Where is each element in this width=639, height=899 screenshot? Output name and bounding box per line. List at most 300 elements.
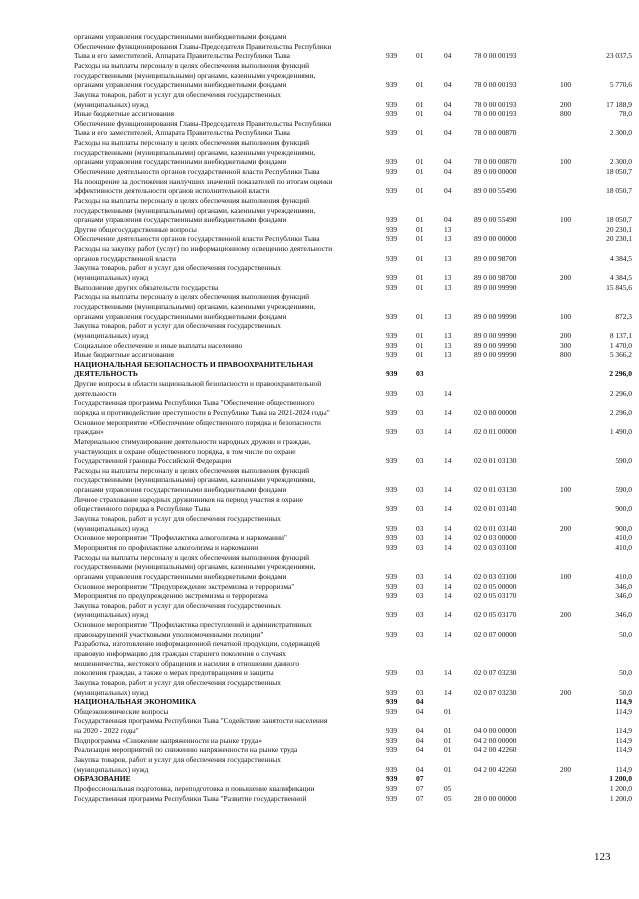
row-sum: 5 366,2 xyxy=(609,350,632,360)
row-razdel: 03 xyxy=(416,591,424,601)
row-name: Государственная программа Республики Тыва "Содействие занятости населения xyxy=(74,717,328,726)
row-grbs: 939 xyxy=(386,273,398,282)
row-grbs: 939 xyxy=(386,485,398,495)
row-vr: 100 xyxy=(560,215,572,225)
row-podrazdel: 13 xyxy=(444,311,452,321)
row-sum: 4 384,5 xyxy=(609,253,632,263)
row-name: Социальное обеспечение и иные выплаты населению xyxy=(74,341,243,350)
row-name: Выполнение других обязательств государства xyxy=(74,283,219,292)
row-grbs: 939 xyxy=(386,369,398,379)
row-podrazdel: 13 xyxy=(444,234,452,244)
row-razdel: 04 xyxy=(416,697,424,707)
row-cs: 02 0 01 03140 xyxy=(474,504,517,514)
row-vr: 200 xyxy=(560,330,572,340)
row-cs: 02 0 07 03230 xyxy=(474,687,517,697)
row-vr: 200 xyxy=(560,610,572,620)
row-grbs: 939 xyxy=(386,330,398,340)
row-razdel: 01 xyxy=(416,224,424,234)
row-razdel: 01 xyxy=(416,340,424,350)
row-sum: 2 296,0 xyxy=(609,408,632,417)
row-name: Основное мероприятие "Профилактика алкоголизма и наркомании" xyxy=(74,534,287,543)
row-razdel: 03 xyxy=(416,369,424,379)
row-vr: 800 xyxy=(560,350,572,360)
row-razdel: 07 xyxy=(416,783,424,793)
row-name: ОБРАЗОВАНИЕ xyxy=(74,775,131,784)
row-sum: 2 300,0 xyxy=(609,128,632,138)
row-name: На поощрение за достижения наилучших значений показателей по итогам оценки xyxy=(74,177,333,186)
row-grbs: 939 xyxy=(386,697,398,707)
row-razdel: 03 xyxy=(416,668,424,678)
row-razdel: 04 xyxy=(416,706,424,716)
row-grbs: 939 xyxy=(386,706,398,716)
row-grbs: 939 xyxy=(386,523,398,533)
row-cs: 78 0 00 00193 xyxy=(474,51,517,61)
row-podrazdel: 13 xyxy=(444,340,452,350)
row-podrazdel: 13 xyxy=(444,282,452,292)
row-name: мошенничества, жестокого обращения и насилии в отношении данного xyxy=(74,659,300,668)
row-vr: 200 xyxy=(560,273,572,282)
row-podrazdel: 14 xyxy=(444,542,452,552)
row-sum: 590,0 xyxy=(615,485,632,495)
page-number: 123 xyxy=(594,851,611,863)
row-razdel: 01 xyxy=(416,167,424,176)
row-razdel: 04 xyxy=(416,764,424,774)
row-name: Закупка товаров, работ и услуг для обеспечения государственных xyxy=(74,756,281,764)
row-sum: 1 200,0 xyxy=(609,793,632,803)
row-name: государственными (муниципальными) органами, казенными учреждениями, xyxy=(74,476,316,485)
row-vr: 200 xyxy=(560,687,572,697)
row-grbs: 939 xyxy=(386,388,398,398)
row-name: Другие вопросы в области национальной безопасности и правоохранительной xyxy=(74,380,322,388)
row-name: Закупка товаров, работ и услуг для обеспечения государственных xyxy=(74,515,281,523)
row-name: Обеспечение функционирования Главы-Председателя Правительства Республики xyxy=(74,42,332,51)
row-sum: 900,0 xyxy=(615,523,632,533)
row-sum: 114,9 xyxy=(615,745,632,755)
row-podrazdel: 04 xyxy=(444,157,452,167)
row-name: Закупка товаров, работ и услуг для обеспечения государственных xyxy=(74,90,281,99)
row-cs: 78 0 00 00870 xyxy=(474,128,517,138)
row-grbs: 939 xyxy=(386,610,398,620)
row-cs: 89 0 00 99990 xyxy=(474,311,517,321)
row-podrazdel: 14 xyxy=(444,504,452,514)
row-razdel: 03 xyxy=(416,533,424,543)
row-cs: 02 0 07 03230 xyxy=(474,668,517,678)
row-podrazdel: 14 xyxy=(444,427,452,437)
row-name: правонарушений участковыми уполномоченными полиции" xyxy=(74,630,264,639)
row-grbs: 939 xyxy=(386,774,398,784)
row-sum: 78,0 xyxy=(619,109,632,119)
row-podrazdel: 14 xyxy=(444,581,452,591)
row-grbs: 939 xyxy=(386,504,398,514)
row-razdel: 03 xyxy=(416,542,424,552)
row-sum: 1 200,0 xyxy=(609,783,632,793)
row-sum: 114,9 xyxy=(615,764,632,774)
row-razdel: 01 xyxy=(416,80,424,90)
row-cs: 89 0 00 00000 xyxy=(474,234,517,244)
row-name: правовую информацию для граждан старшего поколения о случаях xyxy=(74,650,287,658)
row-razdel: 01 xyxy=(416,253,424,263)
row-grbs: 939 xyxy=(386,311,398,321)
row-grbs: 939 xyxy=(386,215,398,225)
row-cs: 28 0 00 00000 xyxy=(474,793,517,803)
row-name: граждан» xyxy=(74,428,104,437)
row-podrazdel: 14 xyxy=(444,388,452,398)
row-sum: 15 845,6 xyxy=(606,282,632,292)
row-razdel: 04 xyxy=(416,726,424,736)
row-razdel: 01 xyxy=(416,109,424,119)
row-grbs: 939 xyxy=(386,533,398,543)
row-sum: 4 384,5 xyxy=(609,273,632,282)
row-sum: 346,0 xyxy=(615,610,632,620)
row-name: Профессиональная подготовка, переподготовка и повышение квалификации xyxy=(74,784,315,793)
row-podrazdel: 13 xyxy=(444,273,452,282)
row-cs: 02 0 01 03130 xyxy=(474,456,517,466)
row-podrazdel: 14 xyxy=(444,456,452,466)
row-razdel: 01 xyxy=(416,157,424,167)
row-grbs: 939 xyxy=(386,542,398,552)
row-grbs: 939 xyxy=(386,234,398,244)
row-sum: 114,9 xyxy=(615,726,632,736)
row-razdel: 01 xyxy=(416,330,424,340)
row-name: (муниципальных) нужд xyxy=(74,274,149,282)
row-grbs: 939 xyxy=(386,668,398,678)
row-cs: 78 0 00 00193 xyxy=(474,109,517,119)
row-sum: 50,0 xyxy=(619,668,632,678)
row-podrazdel: 04 xyxy=(444,80,452,90)
row-vr: 200 xyxy=(560,764,572,774)
row-name: Другие общегосударственные вопросы xyxy=(74,225,197,234)
row-podrazdel: 01 xyxy=(444,764,452,774)
row-razdel: 01 xyxy=(416,273,424,282)
row-sum: 114,9 xyxy=(615,735,632,745)
row-podrazdel: 05 xyxy=(444,783,452,793)
row-razdel: 03 xyxy=(416,427,424,437)
row-name: (муниципальных) нужд xyxy=(74,765,149,774)
row-podrazdel: 01 xyxy=(444,726,452,736)
row-name: Иные бюджетные ассигнования xyxy=(74,351,175,360)
row-grbs: 939 xyxy=(386,186,398,196)
row-sum: 23 037,5 xyxy=(606,51,632,61)
row-razdel: 03 xyxy=(416,523,424,533)
row-name: Реализация мероприятий по снижению напряженности на рынке труда xyxy=(74,746,298,755)
row-vr: 200 xyxy=(560,523,572,533)
row-razdel: 03 xyxy=(416,610,424,620)
row-sum: 1 470,0 xyxy=(609,340,632,350)
row-name: Государственной границы Российской Федерации xyxy=(74,457,232,466)
row-cs: 89 0 00 99990 xyxy=(474,340,517,350)
row-razdel: 03 xyxy=(416,581,424,591)
row-name: Государственная программа Республики Тыва "Развитие государственной xyxy=(74,794,307,803)
row-name: Расходы на выплаты персоналу в целях обеспечения выполнения функций xyxy=(74,293,310,302)
row-razdel: 03 xyxy=(416,456,424,466)
row-podrazdel: 14 xyxy=(444,408,452,417)
row-name: органами управления государственными внебюджетными фондами xyxy=(74,572,287,581)
row-cs: 78 0 00 00870 xyxy=(474,157,517,167)
row-grbs: 939 xyxy=(386,745,398,755)
row-podrazdel: 04 xyxy=(444,186,452,196)
row-razdel: 03 xyxy=(416,687,424,697)
row-sum: 872,3 xyxy=(615,311,632,321)
row-name: Расходы на выплаты персоналу в целях обеспечения выполнения функций xyxy=(74,139,310,147)
row-grbs: 939 xyxy=(386,629,398,639)
row-grbs: 939 xyxy=(386,764,398,774)
row-name: органами управления государственными внебюджетными фондами xyxy=(74,216,287,225)
row-name: (муниципальных) нужд xyxy=(74,100,149,109)
row-grbs: 939 xyxy=(386,783,398,793)
row-name: НАЦИОНАЛЬНАЯ БЕЗОПАСНОСТЬ И ПРАВООХРАНИТЕЛЬНАЯ xyxy=(74,360,314,369)
row-name: общественного порядка в Республике Тыва xyxy=(74,505,211,514)
row-name: Общеэкономические вопросы xyxy=(74,707,169,716)
row-name: Государственная программа Республики Тыва "Обеспечение общественного xyxy=(74,399,315,408)
row-name: эффективности деятельности органов исполнительной власти xyxy=(74,187,270,196)
row-cs: 02 0 05 00000 xyxy=(474,581,517,591)
row-grbs: 939 xyxy=(386,408,398,417)
row-grbs: 939 xyxy=(386,167,398,176)
row-name: Разработка, изготовление информационной печатной продукции, содержащей xyxy=(74,640,320,649)
row-name: ДЕЯТЕЛЬНОСТЬ xyxy=(74,370,138,379)
row-name: деятельности xyxy=(74,389,117,398)
row-podrazdel: 14 xyxy=(444,571,452,581)
row-cs: 02 0 01 00000 xyxy=(474,427,517,437)
row-name: (муниципальных) нужд xyxy=(74,688,149,697)
row-name: Мероприятия по предупреждению экстремизма и терроризма xyxy=(74,592,268,601)
row-razdel: 01 xyxy=(416,215,424,225)
row-cs: 02 0 01 03140 xyxy=(474,523,517,533)
row-podrazdel: 04 xyxy=(444,215,452,225)
row-vr: 100 xyxy=(560,485,572,495)
row-name: органами управления государственными внебюджетными фондами xyxy=(74,486,287,495)
row-grbs: 939 xyxy=(386,427,398,437)
row-sum: 50,0 xyxy=(619,687,632,697)
row-sum: 17 188,9 xyxy=(606,99,632,109)
row-razdel: 04 xyxy=(416,735,424,745)
row-cs: 89 0 00 00000 xyxy=(474,167,517,176)
row-sum: 114,9 xyxy=(615,706,632,716)
row-cs: 89 0 00 99990 xyxy=(474,350,517,360)
row-podrazdel: 14 xyxy=(444,629,452,639)
row-razdel: 07 xyxy=(416,793,424,803)
row-sum: 2 300,0 xyxy=(609,157,632,167)
row-name: Закупка товаров, работ и услуг для обеспечения государственных xyxy=(74,678,281,687)
row-podrazdel: 01 xyxy=(444,735,452,745)
row-name: Расходы на выплаты персоналу в целях обеспечения выполнения функций xyxy=(74,61,310,70)
row-razdel: 03 xyxy=(416,408,424,417)
row-grbs: 939 xyxy=(386,51,398,61)
row-sum: 8 137,1 xyxy=(609,330,632,340)
row-sum: 20 230,1 xyxy=(606,234,632,244)
row-podrazdel: 04 xyxy=(444,109,452,119)
row-sum: 900,0 xyxy=(615,504,632,514)
row-podrazdel: 14 xyxy=(444,591,452,601)
row-name: Обеспечение функционирования Главы-Председателя Правительства Республики xyxy=(74,119,332,128)
row-sum: 114,9 xyxy=(615,697,632,707)
row-vr: 200 xyxy=(560,99,572,109)
row-name: органами управления государственными внебюджетными фондами xyxy=(74,158,287,167)
row-name: государственными (муниципальными) органами, казенными учреждениями, xyxy=(74,563,316,572)
row-vr: 100 xyxy=(560,311,572,321)
row-grbs: 939 xyxy=(386,253,398,263)
row-name: Основное мероприятие "Профилактика преступлений и административных xyxy=(74,621,312,629)
row-cs: 89 0 00 99990 xyxy=(474,330,517,340)
row-name: на 2020 - 2022 годы" xyxy=(74,727,139,736)
row-grbs: 939 xyxy=(386,591,398,601)
row-name: органами управления государственными внебюджетными фондами xyxy=(74,33,287,41)
row-sum: 410,0 xyxy=(615,533,632,543)
row-name: государственными (муниципальными) органами, казенными учреждениями, xyxy=(74,302,316,311)
row-sum: 346,0 xyxy=(615,581,632,591)
row-grbs: 939 xyxy=(386,99,398,109)
row-sum: 410,0 xyxy=(615,571,632,581)
row-razdel: 07 xyxy=(416,774,424,784)
row-grbs: 939 xyxy=(386,687,398,697)
row-cs: 89 0 00 99990 xyxy=(474,282,517,292)
row-name: НАЦИОНАЛЬНАЯ ЭКОНОМИКА xyxy=(74,698,197,707)
row-grbs: 939 xyxy=(386,350,398,360)
row-cs: 02 0 03 03100 xyxy=(474,542,517,552)
row-name: Подпрограмма «Снижение напряженности на рынке труда» xyxy=(74,736,262,745)
row-grbs: 939 xyxy=(386,726,398,736)
row-cs: 04 2 00 42260 xyxy=(474,764,517,774)
row-razdel: 03 xyxy=(416,504,424,514)
row-cs: 02 0 05 03170 xyxy=(474,591,517,601)
row-razdel: 03 xyxy=(416,571,424,581)
row-podrazdel: 05 xyxy=(444,793,452,803)
row-cs: 89 0 00 98700 xyxy=(474,253,517,263)
row-podrazdel: 13 xyxy=(444,224,452,234)
row-cs: 02 0 01 03130 xyxy=(474,485,517,495)
row-vr: 100 xyxy=(560,571,572,581)
row-name: Мероприятия по профилактике алкоголизма и наркомании xyxy=(74,543,259,552)
row-name: Закупка товаров, работ и услуг для обеспечения государственных xyxy=(74,322,281,331)
row-grbs: 939 xyxy=(386,340,398,350)
row-podrazdel: 14 xyxy=(444,533,452,543)
row-grbs: 939 xyxy=(386,128,398,138)
row-podrazdel: 01 xyxy=(444,706,452,716)
row-razdel: 01 xyxy=(416,234,424,244)
row-name: порядка и противодействие преступности в Республике Тыва на 2021-2024 годы" xyxy=(74,409,330,417)
row-name: поколения граждан, а также о мерах предотвращения и защиты xyxy=(74,669,274,678)
row-cs: 02 0 00 00000 xyxy=(474,408,517,417)
row-sum: 346,0 xyxy=(615,591,632,601)
row-name: Основное мероприятие "Предупреждение экстремизма и терроризма" xyxy=(74,582,295,591)
row-name: органами управления государственными внебюджетными фондами xyxy=(74,81,287,90)
row-name: Основное мероприятие «Обеспечение общественного порядка и безопасности xyxy=(74,418,321,427)
row-sum: 50,0 xyxy=(619,629,632,639)
row-name: (муниципальных) нужд xyxy=(74,611,149,620)
row-cs: 02 0 07 00000 xyxy=(474,629,517,639)
row-podrazdel: 14 xyxy=(444,610,452,620)
row-podrazdel: 04 xyxy=(444,51,452,61)
row-razdel: 01 xyxy=(416,51,424,61)
row-vr: 100 xyxy=(560,80,572,90)
row-name: Расходы на выплаты персоналу в целях обеспечения выполнения функций xyxy=(74,466,310,475)
row-sum: 18 050,7 xyxy=(606,167,632,176)
row-vr: 800 xyxy=(560,109,572,119)
row-sum: 1 200,0 xyxy=(609,774,632,784)
row-razdel: 01 xyxy=(416,311,424,321)
row-razdel: 04 xyxy=(416,745,424,755)
row-sum: 2 296,0 xyxy=(609,388,632,398)
row-cs: 04 0 00 00000 xyxy=(474,726,517,736)
row-podrazdel: 13 xyxy=(444,330,452,340)
row-grbs: 939 xyxy=(386,224,398,234)
row-sum: 5 770,6 xyxy=(609,80,632,90)
row-razdel: 01 xyxy=(416,128,424,138)
row-grbs: 939 xyxy=(386,735,398,745)
row-razdel: 03 xyxy=(416,388,424,398)
row-razdel: 03 xyxy=(416,629,424,639)
row-podrazdel: 14 xyxy=(444,668,452,678)
row-name: государственными (муниципальными) органами, казенными учреждениями, xyxy=(74,148,316,157)
row-cs: 78 0 00 00193 xyxy=(474,80,517,90)
row-grbs: 939 xyxy=(386,109,398,119)
row-podrazdel: 04 xyxy=(444,167,452,176)
row-razdel: 01 xyxy=(416,282,424,292)
row-name: Расходы на закупку работ (услуг) по информационному освещению деятельности xyxy=(74,245,333,254)
row-name: участвующих в охране общественного порядка, в том числе по охране xyxy=(74,447,296,456)
row-razdel: 01 xyxy=(416,186,424,196)
row-podrazdel: 01 xyxy=(444,745,452,755)
row-podrazdel: 14 xyxy=(444,485,452,495)
row-cs: 02 0 05 03170 xyxy=(474,610,517,620)
row-name: Обеспечение деятельности органов государственной власти Республики Тыва xyxy=(74,168,320,176)
row-name: Расходы на выплаты персоналу в целях обеспечения выполнения функций xyxy=(74,553,310,562)
row-sum: 20 230,1 xyxy=(606,224,632,234)
row-cs: 04 2 00 42260 xyxy=(474,745,517,755)
row-grbs: 939 xyxy=(386,80,398,90)
row-name: Личное страхование народных дружинников на период участия в охране xyxy=(74,495,303,504)
row-podrazdel: 13 xyxy=(444,350,452,360)
row-cs: 89 0 00 55490 xyxy=(474,215,517,225)
row-grbs: 939 xyxy=(386,157,398,167)
row-sum: 1 490,0 xyxy=(609,427,632,437)
row-cs: 02 0 03 03100 xyxy=(474,571,517,581)
row-name: государственными (муниципальными) органами, казенными учреждениями, xyxy=(74,206,316,215)
row-name: Закупка товаров, работ и услуг для обеспечения государственных xyxy=(74,264,281,273)
row-grbs: 939 xyxy=(386,581,398,591)
row-podrazdel: 13 xyxy=(444,253,452,263)
row-sum: 590,0 xyxy=(615,456,632,466)
row-sum: 18 050,7 xyxy=(606,186,632,196)
row-grbs: 939 xyxy=(386,793,398,803)
row-sum: 410,0 xyxy=(615,542,632,552)
row-cs: 89 0 00 98700 xyxy=(474,273,517,282)
row-razdel: 03 xyxy=(416,485,424,495)
row-cs: 04 2 00 00000 xyxy=(474,735,517,745)
row-podrazdel: 04 xyxy=(444,128,452,138)
row-podrazdel: 14 xyxy=(444,523,452,533)
row-name: Обеспечение деятельности органов государственной власти Республики Тыва xyxy=(74,235,320,244)
row-name: Тыва и его заместителей, Аппарата Правительства Республики Тыва xyxy=(74,129,290,138)
row-name: Закупка товаров, работ и услуг для обеспечения государственных xyxy=(74,601,281,610)
row-podrazdel: 14 xyxy=(444,687,452,697)
row-cs: 02 0 03 00000 xyxy=(474,533,517,543)
row-razdel: 01 xyxy=(416,99,424,109)
row-grbs: 939 xyxy=(386,456,398,466)
row-sum: 2 296,0 xyxy=(609,369,632,379)
row-grbs: 939 xyxy=(386,282,398,292)
row-vr: 100 xyxy=(560,157,572,167)
row-name: органов государственной власти xyxy=(74,254,177,263)
row-name: Иные бюджетные ассигнования xyxy=(74,110,175,119)
row-name: (муниципальных) нужд xyxy=(74,524,149,533)
row-name: Материальное стимулирование деятельности народных дружин и граждан, xyxy=(74,437,311,446)
row-razdel: 01 xyxy=(416,350,424,360)
row-name: (муниципальных) нужд xyxy=(74,331,149,340)
row-name: Расходы на выплаты персоналу в целях обеспечения выполнения функций xyxy=(74,196,310,205)
row-podrazdel: 04 xyxy=(444,99,452,109)
row-name: Тыва и его заместителей, Аппарата Правительства Республики Тыва xyxy=(74,52,290,61)
